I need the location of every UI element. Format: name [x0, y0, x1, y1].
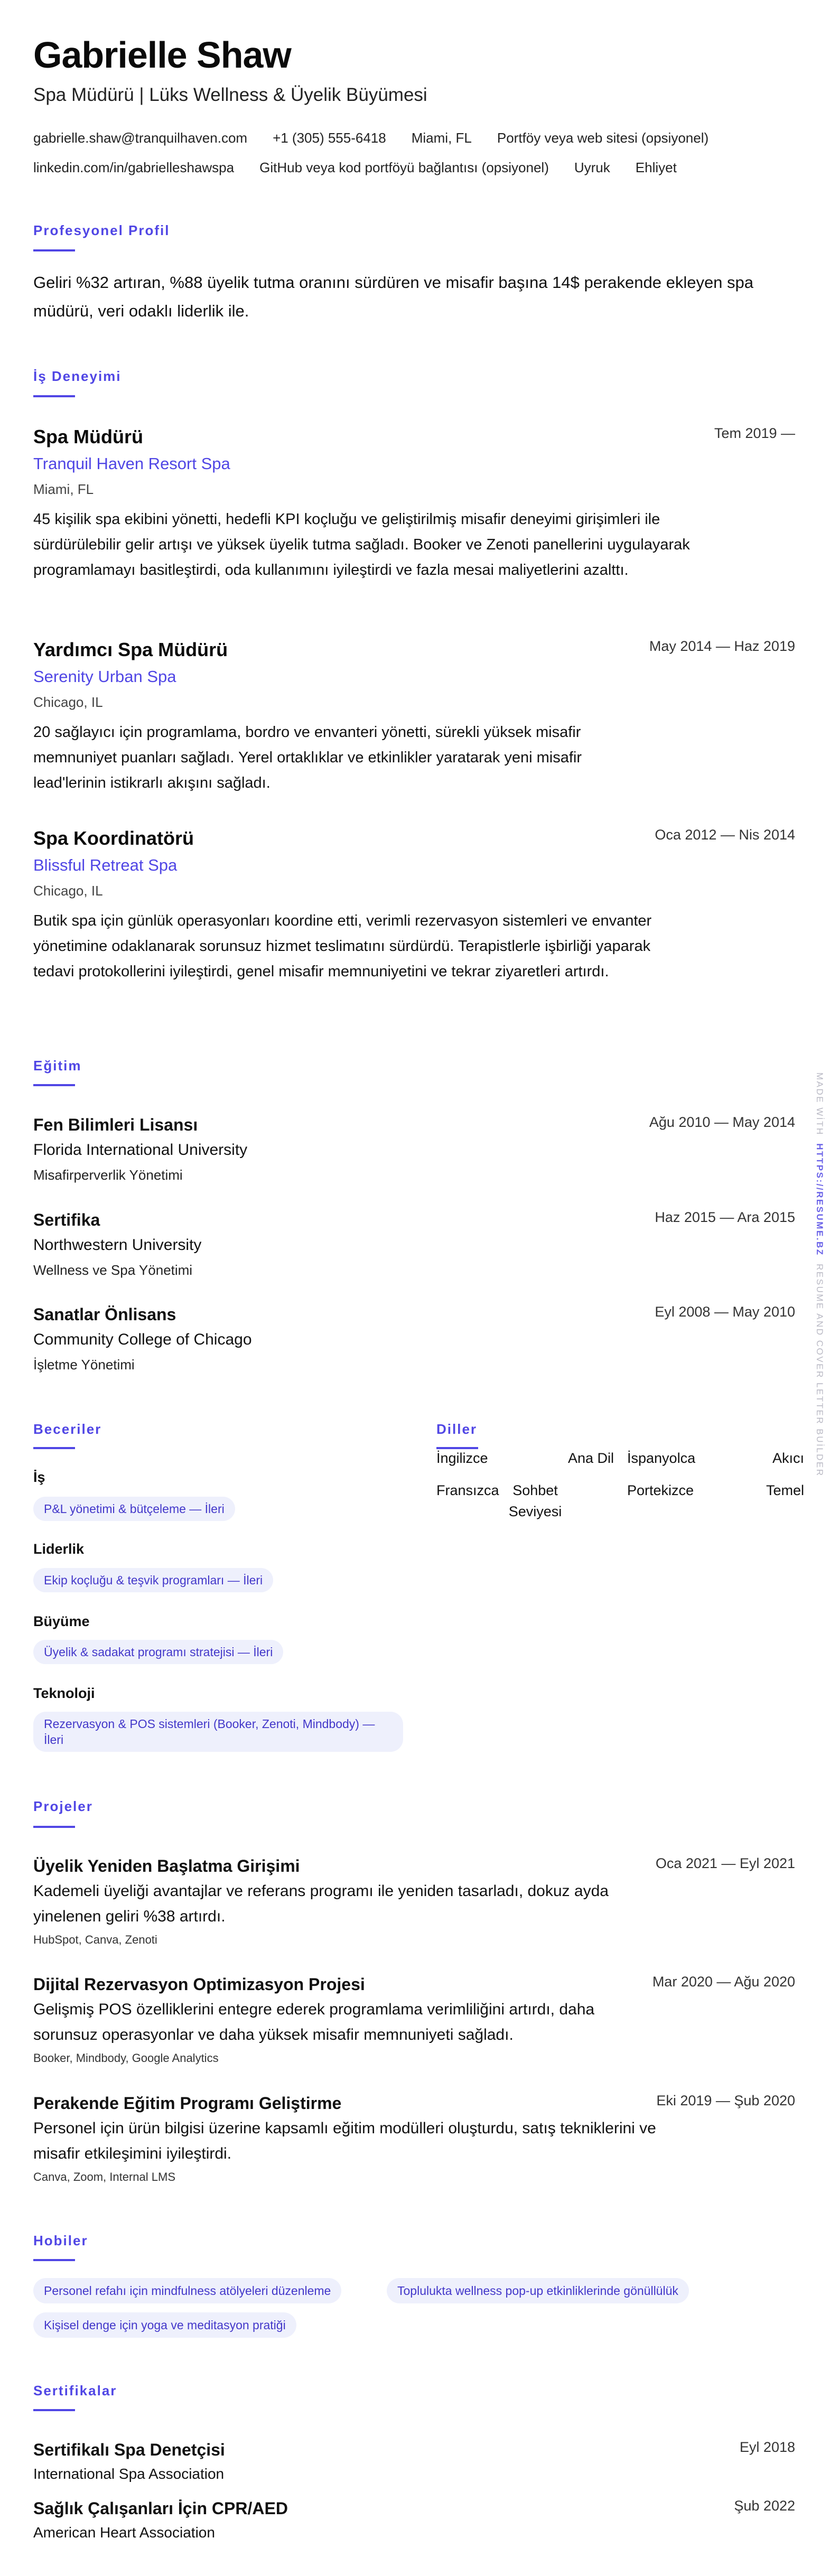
contact-license: Ehliyet: [635, 160, 677, 175]
hobby-pill: Toplulukta wellness pop-up etkinliklerinde gönüllülük: [387, 2278, 689, 2303]
experience-item: [33, 636, 795, 796]
skill-pill: P&L yönetimi & bütçeleme — İleri: [33, 1497, 235, 1521]
contact-linkedin[interactable]: linkedin.com/in/gabrielleshawspa: [33, 160, 235, 175]
profile-summary: Geliri %32 artıran, %88 üyelik tutma oranını sürdüren ve misafir başına 14$ perakende ekleyen spa müdürü, veri odaklı liderlik ile.: [33, 273, 754, 320]
project-description: Personel için ürün bilgisi üzerine kapsamlı eğitim modülleri oluşturdu, satış tekniklerini ve misafir etkileşimini iyileştirdi.: [33, 2120, 656, 2162]
made-with-banner: [812, 1072, 827, 1495]
project-description: Gelişmiş POS özelliklerini entegre ederek programlama verimliliğini artırdı, daha sorunsuz operasyonlar ve daha yüksek misafir memnuniyeti sağladı.: [33, 2001, 595, 2043]
education-school: Northwestern University: [33, 1236, 202, 1254]
project-description: Kademeli üyeliği avantajlar ve referans programı ile yeniden tasarladı, dokuz ayda yinelenen geliri %38 artırdı.: [33, 1882, 609, 1925]
experience-date: Oca 2012 — Nis 2014: [655, 827, 795, 843]
banner-prefix: MADE WİTH: [815, 1072, 825, 1136]
section-underline: [33, 249, 75, 251]
education-item: [33, 1302, 795, 1377]
banner-suffix: RESUME AND COVER LETTER BUİLDER: [815, 1264, 825, 1477]
banner-link[interactable]: HTTPS://RESUME.BZ: [815, 1143, 825, 1256]
language-name: Fransızca: [436, 1482, 499, 1498]
skill-pill: Üyelik & sadakat programı stratejisi — İleri: [33, 1640, 283, 1664]
education-degree: Fen Bilimleri Lisansı: [33, 1115, 198, 1134]
certification-org: International Spa Association: [33, 2466, 225, 2482]
section-underline: [33, 1084, 75, 1086]
candidate-name: Gabrielle Shaw: [33, 34, 291, 76]
experience-company: Blissful Retreat Spa: [33, 856, 178, 874]
education-field: İşletme Yönetimi: [33, 1357, 135, 1373]
experience-date: May 2014 — Haz 2019: [649, 638, 795, 654]
certification-name: Sertifikalı Spa Denetçisi: [33, 2440, 225, 2459]
education-school: Florida International University: [33, 1141, 248, 1159]
certification-date: Eyl 2018: [739, 2439, 795, 2455]
education-degree: Sanatlar Önlisans: [33, 1305, 176, 1324]
section-title-skills: Beceriler: [33, 1421, 102, 1437]
experience-role: Spa Koordinatörü: [33, 827, 194, 849]
project-item: [33, 1972, 795, 2069]
section-underline: [33, 1447, 75, 1449]
experience-location: Miami, FL: [33, 481, 94, 497]
section-underline: [33, 2259, 75, 2261]
section-title-projects: Projeler: [33, 1798, 93, 1814]
contact-location: Miami, FL: [411, 130, 472, 146]
contact-phone[interactable]: +1 (305) 555-6418: [273, 130, 386, 146]
language-level: Sohbet Seviyesi: [508, 1482, 562, 1519]
skill-category: Büyüme: [33, 1613, 90, 1629]
section-title-certifications: Sertifikalar: [33, 2383, 117, 2398]
contact-row-1: [33, 128, 709, 147]
contact-portfolio[interactable]: Portföy veya web sitesi (opsiyonel): [497, 130, 709, 146]
certification-date: Şub 2022: [734, 2498, 795, 2514]
section-underline: [33, 1826, 75, 1828]
experience-role: Spa Müdürü: [33, 426, 143, 447]
candidate-headline: Spa Müdürü | Lüks Wellness & Üyelik Büyümesi: [33, 85, 427, 105]
education-degree: Sertifika: [33, 1210, 100, 1229]
language-name: İspanyolca: [627, 1450, 696, 1466]
certification-org: American Heart Association: [33, 2524, 215, 2541]
contact-row-2: [33, 158, 677, 177]
project-date: Oca 2021 — Eyl 2021: [655, 1855, 795, 1871]
section-underline: [33, 2409, 75, 2411]
contact-nationality: Uyruk: [574, 160, 610, 175]
language-name: Portekizce: [627, 1482, 694, 1498]
experience-location: Chicago, IL: [33, 883, 103, 899]
experience-description: 20 sağlayıcı için programlama, bordro ve envanteri yönetti, sürekli yüksek misafir memnuniyet puanları sağladı. Yerel ortaklıklar ve etkinlikler yaratarak yeni misafir lead'lerinin istikrarlı akışını sağladı.: [33, 724, 582, 791]
skill-pill: Ekip koçluğu & teşvik programları — İleri: [33, 1568, 273, 1592]
section-underline: [33, 395, 75, 397]
experience-date: Tem 2019 —: [714, 425, 795, 441]
experience-company: Tranquil Haven Resort Spa: [33, 454, 230, 473]
skill-category: Teknoloji: [33, 1685, 95, 1701]
language-level: Temel: [766, 1482, 804, 1498]
project-item: [33, 2090, 795, 2188]
education-date: Haz 2015 — Ara 2015: [655, 1209, 795, 1225]
project-name: Dijital Rezervasyon Optimizasyon Projesi: [33, 1975, 365, 1994]
education-field: Wellness ve Spa Yönetimi: [33, 1262, 193, 1278]
education-item: [33, 1207, 795, 1282]
experience-role: Yardımcı Spa Müdürü: [33, 639, 228, 660]
section-title-hobbies: Hobiler: [33, 2233, 88, 2248]
experience-location: Chicago, IL: [33, 694, 103, 710]
experience-item: [33, 423, 795, 583]
education-field: Misafirperverlik Yönetimi: [33, 1167, 183, 1183]
experience-description: 45 kişilik spa ekibini yönetti, hedefli KPI koçluğu ve geliştirilmiş misafir deneyimi girişimleri ile sürdürülebilir gelir artışı ve yüksek üyelik tutma sağladı. Booker ve Zenoti panellerini uygulayarak programlamayı basitleştirdi, oda kullanımını iyileştirdi ve fazla mesai maliyetlerini azalttı.: [33, 511, 690, 578]
skill-category: Liderlik: [33, 1541, 85, 1557]
section-title-education: Eğitim: [33, 1058, 82, 1074]
language-level: Ana Dil: [567, 1450, 614, 1466]
education-school: Community College of Chicago: [33, 1331, 252, 1348]
language-name: İngilizce: [436, 1450, 488, 1466]
hobby-pill: Kişisel denge için yoga ve meditasyon pratiği: [33, 2312, 296, 2338]
section-title-profile: Profesyonel Profil: [33, 222, 170, 238]
project-name: Perakende Eğitim Programı Geliştirme: [33, 2094, 342, 2113]
hobby-pill: Personel refahı için mindfulness atölyeleri düzenleme: [33, 2278, 341, 2303]
skill-pill: Rezervasyon & POS sistemleri (Booker, Zenoti, Mindbody) — İleri: [33, 1712, 403, 1752]
project-item: [33, 1853, 795, 1950]
project-tech: Booker, Mindbody, Google Analytics: [33, 2051, 219, 2065]
skill-category: İş: [33, 1469, 45, 1485]
education-date: Eyl 2008 — May 2010: [655, 1304, 795, 1320]
education-date: Ağu 2010 — May 2014: [649, 1114, 795, 1130]
project-date: Mar 2020 — Ağu 2020: [652, 1974, 795, 1990]
section-title-languages: Diller: [436, 1421, 478, 1437]
project-date: Eki 2019 — Şub 2020: [656, 2093, 795, 2108]
certification-name: Sağlık Çalışanları İçin CPR/AED: [33, 2499, 288, 2518]
language-level: Akıcı: [772, 1450, 804, 1466]
contact-github[interactable]: GitHub veya kod portföyü bağlantısı (opsiyonel): [259, 160, 549, 175]
certification-item: [33, 2496, 795, 2544]
project-name: Üyelik Yeniden Başlatma Girişimi: [33, 1856, 300, 1875]
contact-email[interactable]: gabrielle.shaw@tranquilhaven.com: [33, 130, 248, 146]
certification-item: [33, 2437, 795, 2486]
project-tech: Canva, Zoom, Internal LMS: [33, 2170, 176, 2183]
education-item: [33, 1112, 795, 1187]
experience-company: Serenity Urban Spa: [33, 667, 176, 686]
section-title-experience: İş Deneyimi: [33, 368, 122, 384]
experience-description: Butik spa için günlük operasyonları koordine etti, verimli rezervasyon sistemleri ve envanter yönetimine odaklanarak sorunsuz hizmet teslimatını sürdürdü. Terapistlerle işbirliği yaparak tedavi protokollerini iyileştirdi, genel misafir memnuniyetini ve tekrar ziyaretleri artırdı.: [33, 912, 652, 980]
project-tech: HubSpot, Canva, Zenoti: [33, 1933, 157, 1946]
experience-item: [33, 825, 795, 984]
